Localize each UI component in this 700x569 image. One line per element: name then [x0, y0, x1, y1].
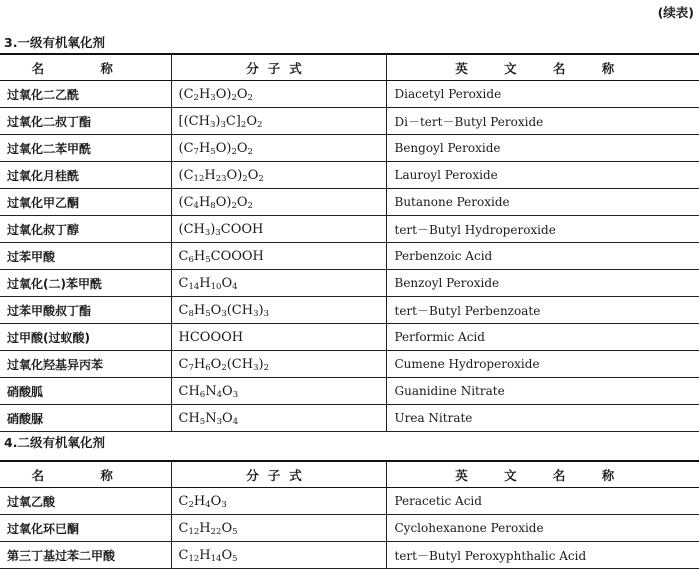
compound-name: 过苯甲酸叔丁酯 — [0, 297, 171, 324]
section-table-3 — [0, 53, 699, 432]
section-title-3: 3.一级有机氧化剂 — [4, 35, 105, 50]
english-name: Bengoyl Peroxide — [386, 135, 699, 162]
table-row — [0, 135, 699, 162]
english-name: Benzoyl Peroxide — [386, 270, 699, 297]
english-name: Guanidine Nitrate — [386, 378, 699, 405]
english-name: Urea Nitrate — [386, 405, 699, 432]
table-row — [0, 243, 699, 270]
molecular-formula: $C_6H_5COOOH$ — [171, 243, 386, 270]
compound-name: 过氧化月桂酰 — [0, 162, 171, 189]
header-english: 英 文 名 称 — [386, 54, 699, 81]
molecular-formula: $CH_5N_3O_4$ — [171, 405, 386, 432]
compound-name: 过氧化叔丁醇 — [0, 216, 171, 243]
table-row — [0, 162, 699, 189]
molecular-formula: $C_{12}H_{22}O_5$ — [171, 515, 386, 542]
molecular-formula: $CH_6N_4O_3$ — [171, 378, 386, 405]
molecular-formula: $[(CH_3)_3C]_2O_2$ — [171, 108, 386, 135]
table-row — [0, 216, 699, 243]
compound-name: 过氧化(二)苯甲酰 — [0, 270, 171, 297]
english-name: Butanone Peroxide — [386, 189, 699, 216]
english-name: tert－Butyl Hydroperoxide — [386, 216, 699, 243]
section-table-4 — [0, 460, 699, 569]
section-4-rows — [0, 488, 699, 569]
table-row — [0, 542, 699, 569]
table-row — [0, 108, 699, 135]
molecular-formula: HCOOOH — [171, 324, 386, 351]
table-row — [0, 297, 699, 324]
table-row — [0, 488, 699, 515]
header-row — [0, 461, 699, 488]
compound-name: 硝酸胍 — [0, 378, 171, 405]
table-row — [0, 351, 699, 378]
compound-name: 过氧化二叔丁酯 — [0, 108, 171, 135]
compound-name: 过氧乙酸 — [0, 488, 171, 515]
molecular-formula: $C_{12}H_{14}O_5$ — [171, 542, 386, 569]
molecular-formula: $(C_7H_5O)_2O_2$ — [171, 135, 386, 162]
english-name: Diacetyl Peroxide — [386, 81, 699, 108]
molecular-formula: $(CH_3)_3COOH$ — [171, 216, 386, 243]
section-3-rows — [0, 81, 699, 432]
compound-name: 过氧化二苯甲酰 — [0, 135, 171, 162]
header-formula: 分子式 — [171, 54, 386, 81]
compound-name: 过氧化二乙酰 — [0, 81, 171, 108]
english-name: Perbenzoic Acid — [386, 243, 699, 270]
english-name: Cumene Hydroperoxide — [386, 351, 699, 378]
table-row — [0, 189, 699, 216]
compound-name: 第三丁基过苯二甲酸 — [0, 542, 171, 569]
english-name: Peracetic Acid — [386, 488, 699, 515]
molecular-formula: $C_8H_5O_3(CH_3)_3$ — [171, 297, 386, 324]
compound-name: 硝酸脲 — [0, 405, 171, 432]
table-row — [0, 81, 699, 108]
compound-name: 过苯甲酸 — [0, 243, 171, 270]
english-name: Di－tert－Butyl Peroxide — [386, 108, 699, 135]
header-english: 英 文 名 称 — [386, 461, 699, 488]
molecular-formula: $C_{14}H_{10}O_4$ — [171, 270, 386, 297]
continued-label: (续表) — [657, 5, 694, 20]
molecular-formula: $C_2H_4O_3$ — [171, 488, 386, 515]
table-row — [0, 324, 699, 351]
section-title-4: 4.二级有机氧化剂 — [4, 435, 105, 450]
table-row — [0, 270, 699, 297]
molecular-formula: $(C_2H_3O)_2O_2$ — [171, 81, 386, 108]
header-name: 名 称 — [0, 54, 171, 81]
english-name: Lauroyl Peroxide — [386, 162, 699, 189]
compound-name: 过氧化环已酮 — [0, 515, 171, 542]
english-name: Cyclohexanone Peroxide — [386, 515, 699, 542]
header-row — [0, 54, 699, 81]
compound-name: 过氧化羟基异丙苯 — [0, 351, 171, 378]
english-name: Performic Acid — [386, 324, 699, 351]
table-row — [0, 378, 699, 405]
molecular-formula: $(C_4H_8O)_2O_2$ — [171, 189, 386, 216]
english-name: tert－Butyl Peroxyphthalic Acid — [386, 542, 699, 569]
header-formula: 分子式 — [171, 461, 386, 488]
table-row — [0, 515, 699, 542]
english-name: tert－Butyl Perbenzoate — [386, 297, 699, 324]
table-row — [0, 405, 699, 432]
header-name: 名 称 — [0, 461, 171, 488]
compound-name: 过氧化甲乙酮 — [0, 189, 171, 216]
molecular-formula: $(C_{12}H_{23}O)_2O_2$ — [171, 162, 386, 189]
molecular-formula: $C_7H_6O_2(CH_3)_2$ — [171, 351, 386, 378]
compound-name: 过甲酸(过蚁酸) — [0, 324, 171, 351]
